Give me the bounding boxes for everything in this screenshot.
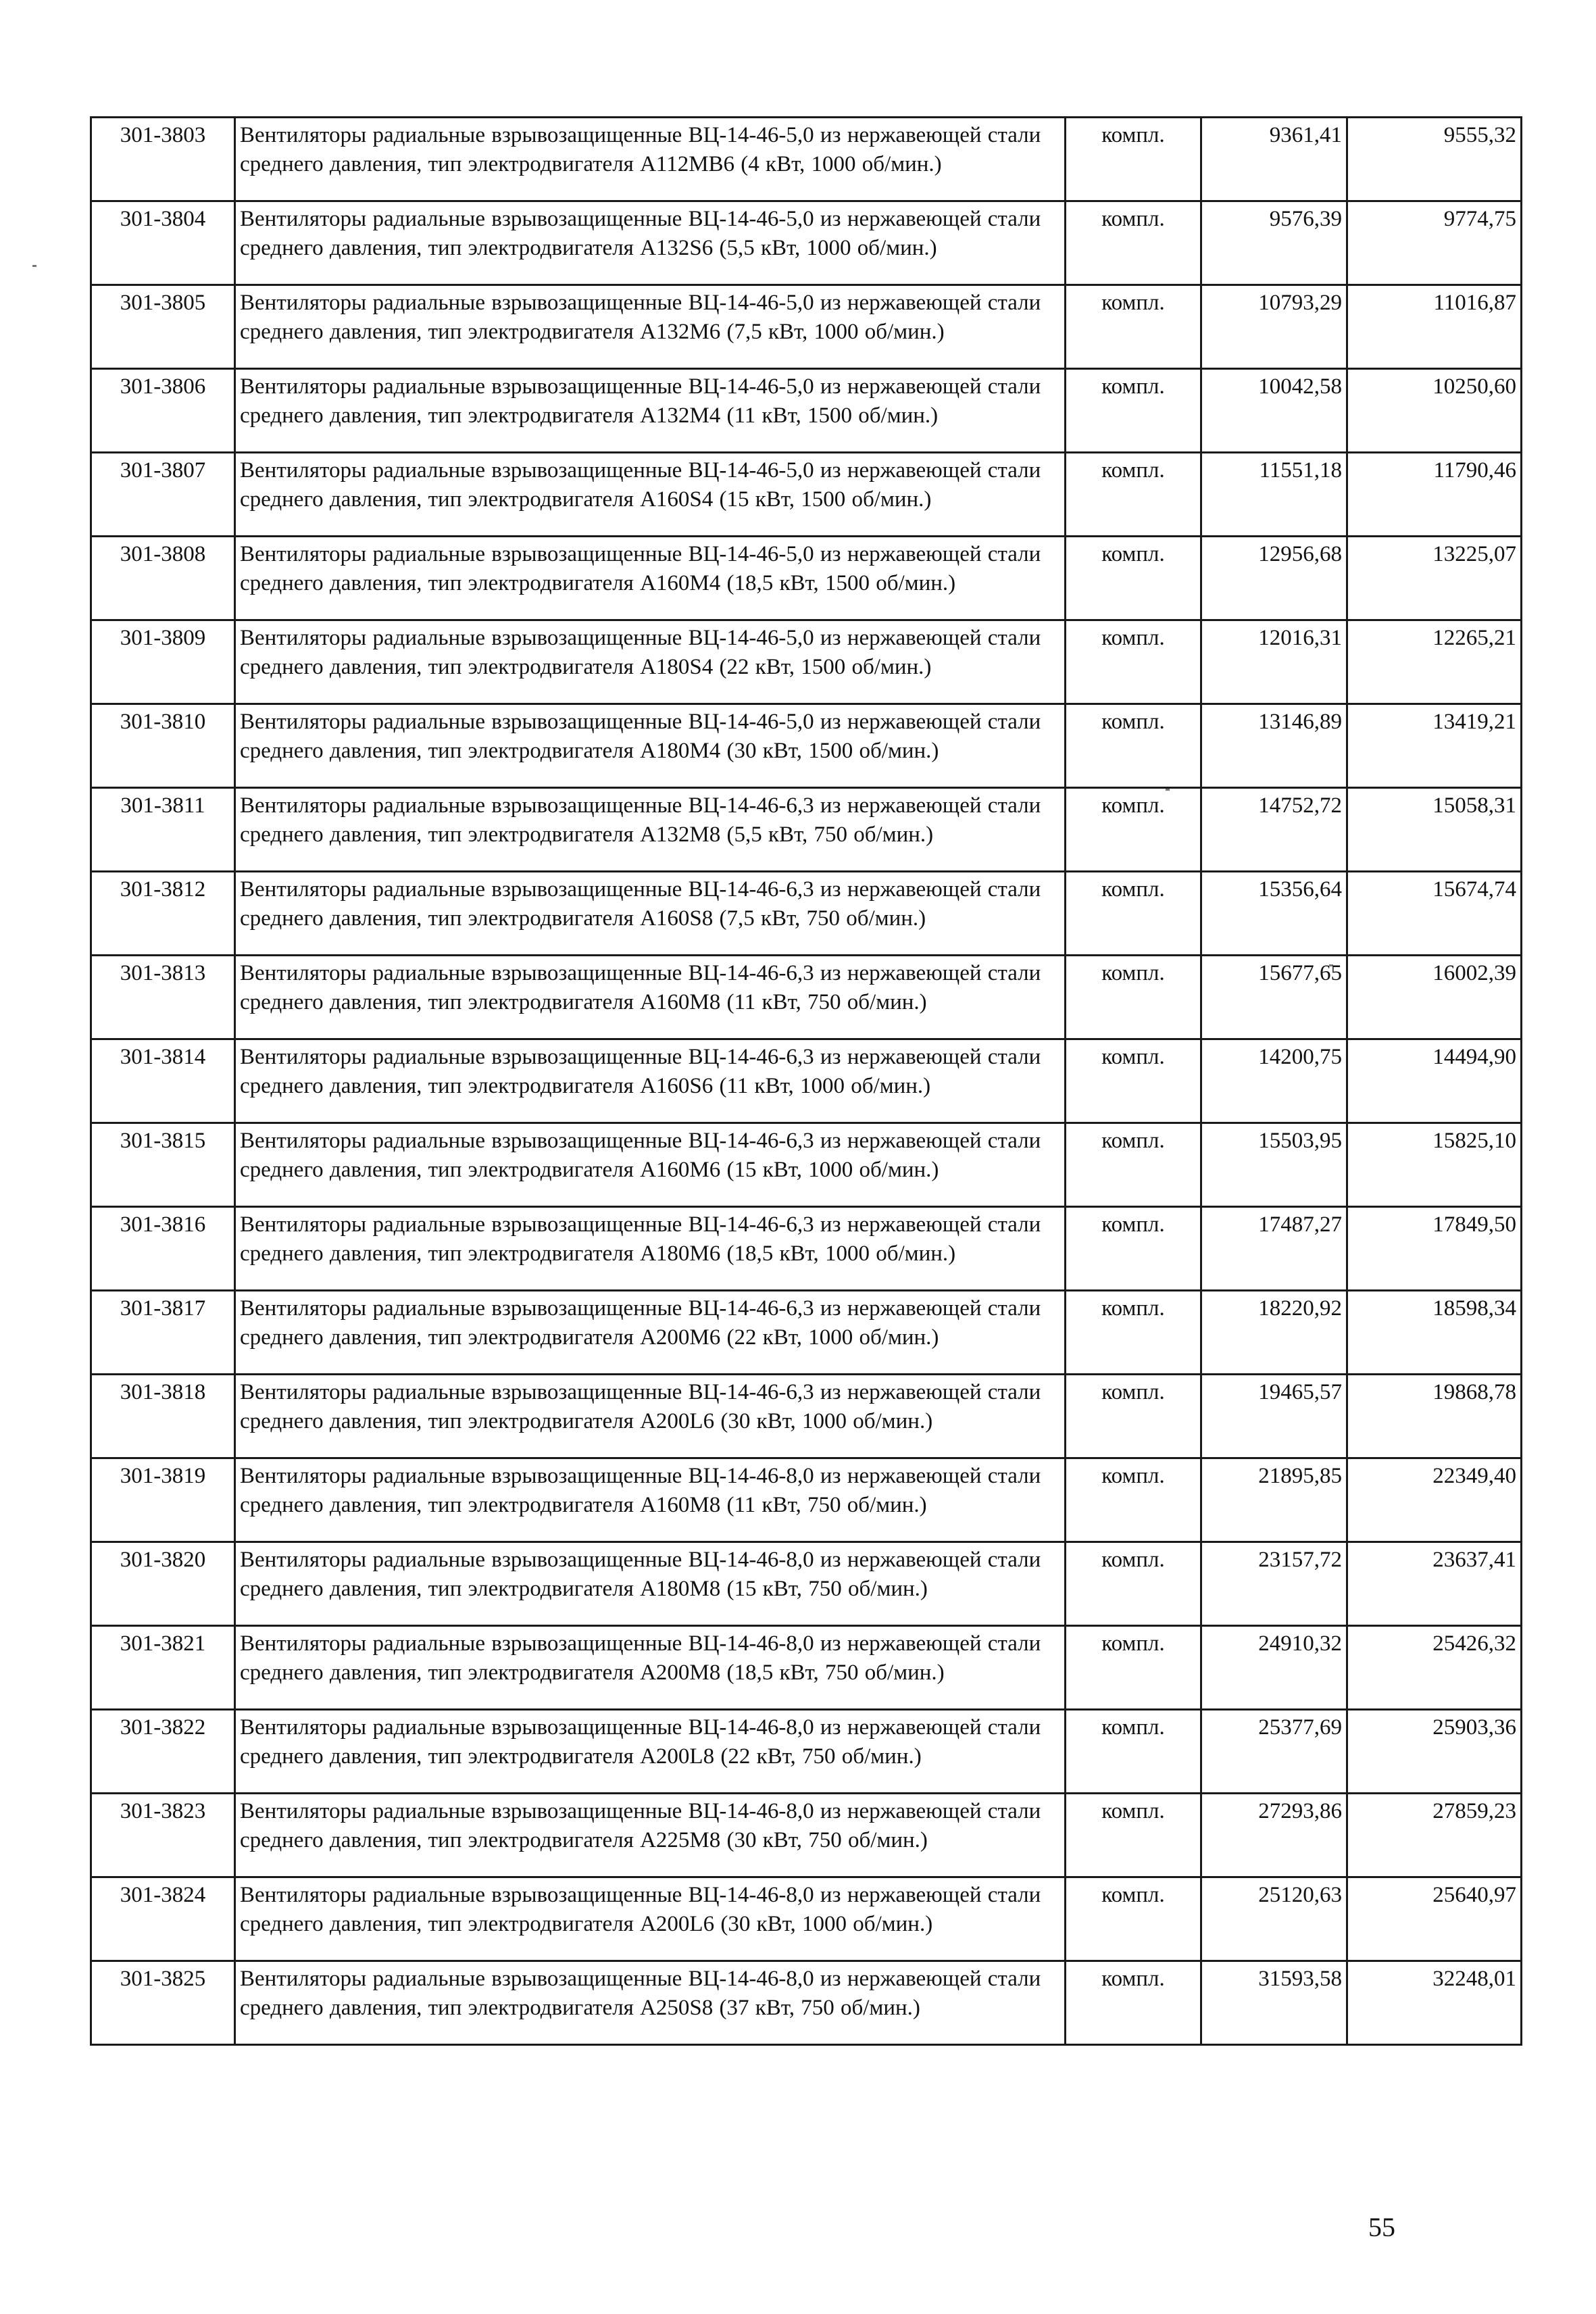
table-row: [91, 1291, 1522, 1375]
item-description-cell: Вентиляторы радиальные взрывозащищенные ВЦ-14-46-6,3 из нержавеющей стали среднего давления, тип электродвигателя А200L6 (30 кВт, 1000 об/мин.): [235, 1375, 1066, 1458]
item-code-cell: 301-3814: [91, 1039, 235, 1123]
price-1-cell: 24910,32: [1201, 1626, 1347, 1710]
price-2-cell: 9774,75: [1347, 201, 1522, 285]
table-row: [91, 1961, 1522, 2045]
price-2-cell: 11790,46: [1347, 453, 1522, 537]
price-1-cell: 10793,29: [1201, 285, 1347, 369]
table-row: [91, 872, 1522, 956]
item-description-cell: Вентиляторы радиальные взрывозащищенные ВЦ-14-46-6,3 из нержавеющей стали среднего давления, тип электродвигателя А160S8 (7,5 кВт, 750 об/мин.): [235, 872, 1066, 956]
item-description-cell: Вентиляторы радиальные взрывозащищенные ВЦ-14-46-6,3 из нержавеющей стали среднего давления, тип электродвигателя А160М6 (15 кВт, 1000 об/мин.): [235, 1123, 1066, 1207]
item-description-cell: Вентиляторы радиальные взрывозащищенные ВЦ-14-46-5,0 из нержавеющей стали среднего давления, тип электродвигателя А132М6 (7,5 кВт, 1000 об/мин.): [235, 285, 1066, 369]
table-row: [91, 369, 1522, 453]
item-description-cell: Вентиляторы радиальные взрывозащищенные ВЦ-14-46-5,0 из нержавеющей стали среднего давления, тип электродвигателя А112МВ6 (4 кВт, 1000 об/мин.): [235, 118, 1066, 201]
table-row: [91, 1207, 1522, 1291]
item-code-cell: 301-3815: [91, 1123, 235, 1207]
unit-cell: компл.: [1066, 453, 1201, 537]
item-description-cell: Вентиляторы радиальные взрывозащищенные ВЦ-14-46-5,0 из нержавеющей стали среднего давления, тип электродвигателя А160М4 (18,5 кВт, 1500 об/мин.): [235, 537, 1066, 620]
item-description-cell: Вентиляторы радиальные взрывозащищенные ВЦ-14-46-5,0 из нержавеющей стали среднего давления, тип электродвигателя А132М4 (11 кВт, 1500 об/мин.): [235, 369, 1066, 453]
price-2-cell: 15825,10: [1347, 1123, 1522, 1207]
item-code-cell: 301-3810: [91, 704, 235, 788]
price-2-cell: 15674,74: [1347, 872, 1522, 956]
unit-cell: компл.: [1066, 1794, 1201, 1877]
item-code-cell: 301-3821: [91, 1626, 235, 1710]
unit-cell: компл.: [1066, 1961, 1201, 2045]
price-table-body: [91, 118, 1522, 2045]
unit-cell: компл.: [1066, 1626, 1201, 1710]
table-row: [91, 1123, 1522, 1207]
table-row: [91, 201, 1522, 285]
price-1-cell: 18220,92: [1201, 1291, 1347, 1375]
item-description-cell: Вентиляторы радиальные взрывозащищенные ВЦ-14-46-6,3 из нержавеющей стали среднего давления, тип электродвигателя А200М6 (22 кВт, 1000 об/мин.): [235, 1291, 1066, 1375]
table-row: [91, 453, 1522, 537]
unit-cell: компл.: [1066, 1207, 1201, 1291]
item-description-cell: Вентиляторы радиальные взрывозащищенные ВЦ-14-46-5,0 из нержавеющей стали среднего давления, тип электродвигателя А180S4 (22 кВт, 1500 об/мин.): [235, 620, 1066, 704]
price-1-cell: 14200,75: [1201, 1039, 1347, 1123]
price-1-cell: 21895,85: [1201, 1458, 1347, 1542]
price-1-cell: 19465,57: [1201, 1375, 1347, 1458]
price-1-cell: 15356,64: [1201, 872, 1347, 956]
price-2-cell: 18598,34: [1347, 1291, 1522, 1375]
item-description-cell: Вентиляторы радиальные взрывозащищенные ВЦ-14-46-8,0 из нержавеющей стали среднего давления, тип электродвигателя А200L6 (30 кВт, 1000 об/мин.): [235, 1877, 1066, 1961]
price-2-cell: 17849,50: [1347, 1207, 1522, 1291]
table-row: [91, 537, 1522, 620]
price-1-cell: 12956,68: [1201, 537, 1347, 620]
table-row: [91, 788, 1522, 872]
price-table: [90, 116, 1522, 2046]
item-description-cell: Вентиляторы радиальные взрывозащищенные ВЦ-14-46-6,3 из нержавеющей стали среднего давления, тип электродвигателя А160S6 (11 кВт, 1000 об/мин.): [235, 1039, 1066, 1123]
unit-cell: компл.: [1066, 1039, 1201, 1123]
item-description-cell: Вентиляторы радиальные взрывозащищенные ВЦ-14-46-8,0 из нержавеющей стали среднего давления, тип электродвигателя А180М8 (15 кВт, 750 об/мин.): [235, 1542, 1066, 1626]
unit-cell: компл.: [1066, 285, 1201, 369]
table-row: [91, 1458, 1522, 1542]
price-1-cell: 25120,63: [1201, 1877, 1347, 1961]
price-1-cell: 9361,41: [1201, 118, 1347, 201]
item-code-cell: 301-3806: [91, 369, 235, 453]
unit-cell: компл.: [1066, 704, 1201, 788]
item-description-cell: Вентиляторы радиальные взрывозащищенные ВЦ-14-46-8,0 из нержавеющей стали среднего давления, тип электродвигателя А225М8 (30 кВт, 750 об/мин.): [235, 1794, 1066, 1877]
item-description-cell: Вентиляторы радиальные взрывозащищенные ВЦ-14-46-5,0 из нержавеющей стали среднего давления, тип электродвигателя А180М4 (30 кВт, 1500 об/мин.): [235, 704, 1066, 788]
unit-cell: компл.: [1066, 118, 1201, 201]
table-row: [91, 1375, 1522, 1458]
item-description-cell: Вентиляторы радиальные взрывозащищенные ВЦ-14-46-8,0 из нержавеющей стали среднего давления, тип электродвигателя А200М8 (18,5 кВт, 750 об/мин.): [235, 1626, 1066, 1710]
item-code-cell: 301-3825: [91, 1961, 235, 2045]
table-row: [91, 620, 1522, 704]
price-2-cell: 23637,41: [1347, 1542, 1522, 1626]
table-row: [91, 1626, 1522, 1710]
table-row: [91, 118, 1522, 201]
item-code-cell: 301-3819: [91, 1458, 235, 1542]
item-description-cell: Вентиляторы радиальные взрывозащищенные ВЦ-14-46-8,0 из нержавеющей стали среднего давления, тип электродвигателя А200L8 (22 кВт, 750 об/мин.): [235, 1710, 1066, 1794]
item-code-cell: 301-3816: [91, 1207, 235, 1291]
table-row: [91, 704, 1522, 788]
price-2-cell: 15058,31: [1347, 788, 1522, 872]
price-1-cell: 25377,69: [1201, 1710, 1347, 1794]
unit-cell: компл.: [1066, 620, 1201, 704]
price-2-cell: 14494,90: [1347, 1039, 1522, 1123]
price-2-cell: 11016,87: [1347, 285, 1522, 369]
unit-cell: компл.: [1066, 1877, 1201, 1961]
price-1-cell: 17487,27: [1201, 1207, 1347, 1291]
item-description-cell: Вентиляторы радиальные взрывозащищенные ВЦ-14-46-8,0 из нержавеющей стали среднего давления, тип электродвигателя А250S8 (37 кВт, 750 об/мин.): [235, 1961, 1066, 2045]
item-code-cell: 301-3805: [91, 285, 235, 369]
item-code-cell: 301-3808: [91, 537, 235, 620]
price-1-cell: 15503,95: [1201, 1123, 1347, 1207]
price-2-cell: 12265,21: [1347, 620, 1522, 704]
price-1-cell: 10042,58: [1201, 369, 1347, 453]
price-1-cell: 15677,65: [1201, 956, 1347, 1039]
table-row: [91, 1542, 1522, 1626]
item-code-cell: 301-3824: [91, 1877, 235, 1961]
unit-cell: компл.: [1066, 1542, 1201, 1626]
price-2-cell: 22349,40: [1347, 1458, 1522, 1542]
price-1-cell: 9576,39: [1201, 201, 1347, 285]
unit-cell: компл.: [1066, 1458, 1201, 1542]
item-code-cell: 301-3818: [91, 1375, 235, 1458]
price-2-cell: 25640,97: [1347, 1877, 1522, 1961]
price-2-cell: 25903,36: [1347, 1710, 1522, 1794]
item-description-cell: Вентиляторы радиальные взрывозащищенные ВЦ-14-46-6,3 из нержавеющей стали среднего давления, тип электродвигателя А160М8 (11 кВт, 750 об/мин.): [235, 956, 1066, 1039]
unit-cell: компл.: [1066, 956, 1201, 1039]
unit-cell: компл.: [1066, 1291, 1201, 1375]
price-2-cell: 13225,07: [1347, 537, 1522, 620]
table-row: [91, 1794, 1522, 1877]
page-number: 55: [1368, 2212, 1395, 2242]
table-row: [91, 956, 1522, 1039]
price-1-cell: 13146,89: [1201, 704, 1347, 788]
price-2-cell: 16002,39: [1347, 956, 1522, 1039]
price-1-cell: 31593,58: [1201, 1961, 1347, 2045]
table-row: [91, 1877, 1522, 1961]
unit-cell: компл.: [1066, 1710, 1201, 1794]
price-1-cell: 11551,18: [1201, 453, 1347, 537]
item-description-cell: Вентиляторы радиальные взрывозащищенные ВЦ-14-46-6,3 из нержавеющей стали среднего давления, тип электродвигателя А132М8 (5,5 кВт, 750 об/мин.): [235, 788, 1066, 872]
price-1-cell: 27293,86: [1201, 1794, 1347, 1877]
price-2-cell: 10250,60: [1347, 369, 1522, 453]
table-row: [91, 285, 1522, 369]
item-code-cell: 301-3823: [91, 1794, 235, 1877]
table-row: [91, 1039, 1522, 1123]
unit-cell: компл.: [1066, 1123, 1201, 1207]
item-code-cell: 301-3813: [91, 956, 235, 1039]
unit-cell: компл.: [1066, 201, 1201, 285]
unit-cell: компл.: [1066, 537, 1201, 620]
price-2-cell: 9555,32: [1347, 118, 1522, 201]
unit-cell: компл.: [1066, 369, 1201, 453]
item-description-cell: Вентиляторы радиальные взрывозащищенные ВЦ-14-46-5,0 из нержавеющей стали среднего давления, тип электродвигателя А160S4 (15 кВт, 1500 об/мин.): [235, 453, 1066, 537]
unit-cell: компл.: [1066, 872, 1201, 956]
table-row: [91, 1710, 1522, 1794]
item-description-cell: Вентиляторы радиальные взрывозащищенные ВЦ-14-46-5,0 из нержавеющей стали среднего давления, тип электродвигателя А132S6 (5,5 кВт, 1000 об/мин.): [235, 201, 1066, 285]
price-2-cell: 25426,32: [1347, 1626, 1522, 1710]
price-2-cell: 27859,23: [1347, 1794, 1522, 1877]
price-2-cell: 13419,21: [1347, 704, 1522, 788]
item-description-cell: Вентиляторы радиальные взрывозащищенные ВЦ-14-46-8,0 из нержавеющей стали среднего давления, тип электродвигателя А160М8 (11 кВт, 750 об/мин.): [235, 1458, 1066, 1542]
price-2-cell: 19868,78: [1347, 1375, 1522, 1458]
item-code-cell: 301-3820: [91, 1542, 235, 1626]
item-code-cell: 301-3809: [91, 620, 235, 704]
item-description-cell: Вентиляторы радиальные взрывозащищенные ВЦ-14-46-6,3 из нержавеющей стали среднего давления, тип электродвигателя А180М6 (18,5 кВт, 1000 об/мин.): [235, 1207, 1066, 1291]
price-1-cell: 12016,31: [1201, 620, 1347, 704]
item-code-cell: 301-3807: [91, 453, 235, 537]
item-code-cell: 301-3811: [91, 788, 235, 872]
scan-speck: [32, 265, 36, 267]
item-code-cell: 301-3822: [91, 1710, 235, 1794]
price-1-cell: 14752,72: [1201, 788, 1347, 872]
item-code-cell: 301-3817: [91, 1291, 235, 1375]
price-1-cell: 23157,72: [1201, 1542, 1347, 1626]
item-code-cell: 301-3803: [91, 118, 235, 201]
price-2-cell: 32248,01: [1347, 1961, 1522, 2045]
unit-cell: компл.: [1066, 1375, 1201, 1458]
item-code-cell: 301-3804: [91, 201, 235, 285]
item-code-cell: 301-3812: [91, 872, 235, 956]
unit-cell: компл.: [1066, 788, 1201, 872]
